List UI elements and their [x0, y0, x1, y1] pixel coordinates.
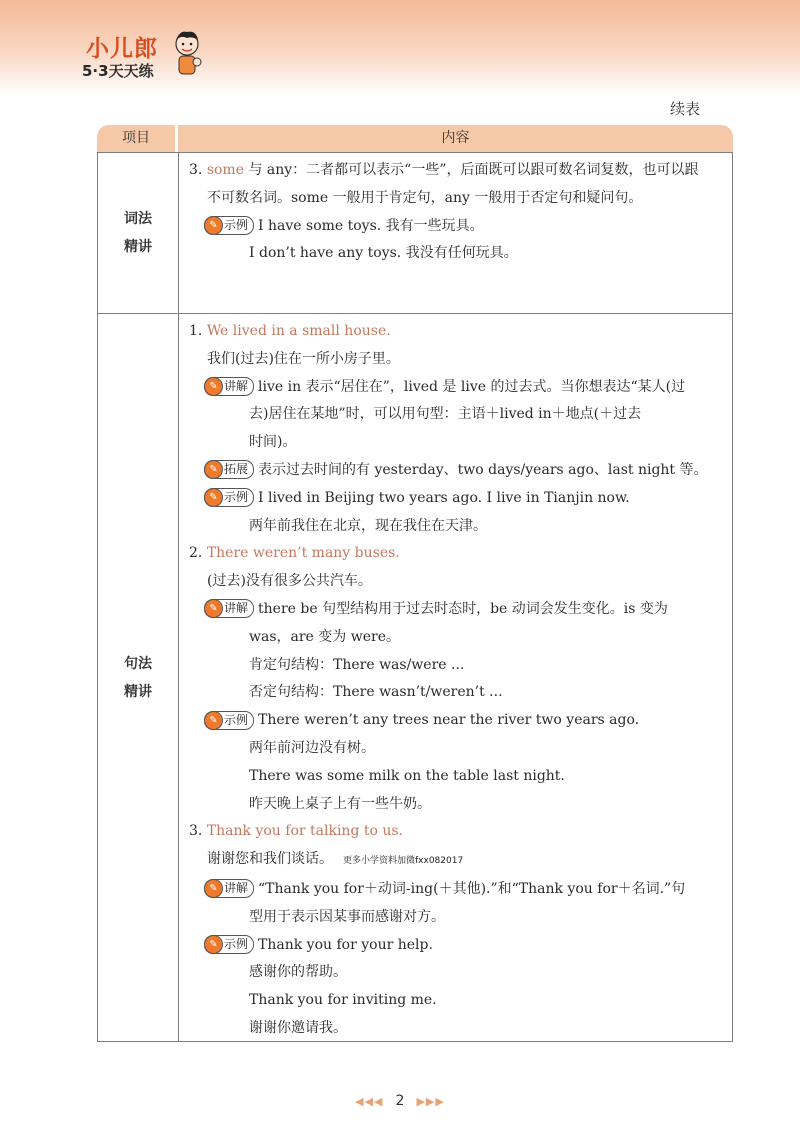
content-line — [189, 457, 724, 485]
content-line — [189, 818, 724, 846]
pencil-icon: ✎ — [204, 935, 223, 954]
header-item: 项目 — [97, 125, 175, 152]
content-line — [189, 513, 724, 541]
line-text: 型用于表示因某事而感谢对方。 — [249, 908, 445, 925]
content-line — [189, 987, 724, 1015]
line-text: I lived in Beijing two years ago. I live in Tianjin now. — [258, 489, 630, 506]
content-line — [189, 735, 724, 763]
line-text: was，are 变为 were。 — [249, 628, 400, 645]
side-note: 更多小学资料加微fxx082017 — [343, 856, 464, 867]
pencil-icon: ✎ — [204, 377, 223, 396]
tag-label: 示例 — [224, 937, 249, 952]
mascot-icon — [170, 30, 204, 80]
content-line — [189, 652, 724, 680]
tag-label: 拓展 — [224, 462, 249, 477]
line-text: 时间)。 — [249, 434, 297, 451]
label-line-1: 词法 — [124, 211, 152, 227]
content-line — [189, 401, 724, 429]
line-text: “Thank you for＋动词-ing(＋其他).”和“Thank you for＋名词.”句 — [258, 880, 686, 897]
content-line — [189, 596, 724, 624]
tag-badge — [204, 488, 254, 507]
line-text: live in 表示“居住在”，lived 是 live 的过去式。当你想表达“某人(过 — [258, 378, 686, 395]
tag-label: 示例 — [224, 218, 249, 233]
content-line — [189, 624, 724, 652]
page-number: 2 — [395, 1093, 405, 1109]
brand-series: 5·3天天练 — [82, 62, 154, 80]
tag-badge — [204, 460, 254, 479]
pencil-icon: ✎ — [204, 711, 223, 730]
pencil-icon: ✎ — [204, 879, 223, 898]
line-text: I don’t have any toys. 我没有任何玩具。 — [249, 245, 518, 262]
line-text: Thank you for inviting me. — [249, 992, 437, 1009]
tag-badge — [204, 935, 254, 954]
content-line — [189, 1015, 724, 1043]
tag-badge — [204, 711, 254, 730]
label-line-1: 句法 — [124, 655, 152, 672]
tag-label: 示例 — [224, 712, 249, 727]
line-text: there be 句型结构用于过去时态时，be 动词会发生变化。is 变为 — [258, 600, 668, 617]
content-line — [189, 959, 724, 987]
tag-badge — [204, 879, 254, 898]
content-line — [189, 374, 724, 402]
brand-logo — [82, 30, 207, 92]
content-line — [189, 932, 724, 960]
section-content — [179, 153, 732, 313]
content-line — [189, 846, 724, 876]
line-text: Thank you for your help. — [258, 936, 433, 953]
line-text: (过去)没有很多公共汽车。 — [207, 573, 372, 590]
line-text: 感谢你的帮助。 — [249, 964, 347, 981]
content-line — [189, 904, 724, 932]
tag-label: 示例 — [224, 490, 249, 505]
label-line-2: 精讲 — [124, 683, 152, 700]
line-text: 与 any：二者都可以表示“一些”，后面既可以跟可数名词复数，也可以跟 — [244, 162, 699, 178]
line-text: 昨天晚上桌子上有一些牛奶。 — [249, 795, 431, 812]
section-lexical — [97, 152, 733, 314]
highlight-text: There weren’t many buses. — [206, 545, 400, 562]
line-text: I have some toys. 我有一些玩具。 — [258, 217, 484, 234]
line-text: 两年前河边没有树。 — [249, 739, 375, 756]
highlight-text: Thank you for talking to us. — [206, 823, 404, 840]
line-text: 否定句结构：There wasn’t/weren’t ... — [249, 684, 503, 701]
next-arrows-icon: ▶▶▶ — [416, 1095, 445, 1108]
page-footer — [0, 1093, 800, 1109]
content-line — [189, 791, 724, 819]
line-text: 肯定句结构：There was/were ... — [249, 656, 465, 673]
content-line — [189, 540, 724, 568]
content-line — [189, 429, 724, 457]
content-line — [189, 707, 724, 735]
line-text: 谢谢你邀请我。 — [249, 1019, 347, 1036]
continued-label: 续表 — [669, 100, 700, 118]
pencil-icon: ✎ — [204, 216, 223, 235]
tag-label: 讲解 — [224, 881, 249, 896]
header-content: 内容 — [178, 125, 733, 152]
tag-label: 讲解 — [224, 601, 249, 616]
content-line — [189, 876, 724, 904]
tag-badge — [204, 216, 254, 235]
brand-name: 小儿郎 — [86, 36, 158, 62]
line-text: There weren’t any trees near the river two years ago. — [258, 712, 640, 729]
tag-badge — [204, 599, 254, 618]
content-line — [189, 185, 724, 213]
highlight-text: some — [206, 162, 244, 178]
content-line — [189, 679, 724, 707]
section-label — [98, 314, 179, 1041]
content-table — [97, 125, 733, 1042]
prev-arrows-icon: ◀◀◀ — [355, 1095, 384, 1108]
pencil-icon: ✎ — [204, 599, 223, 618]
label-line-2: 精讲 — [124, 239, 152, 255]
content-line — [189, 240, 724, 268]
line-text: 不可数名词。some 一般用于肯定句，any 一般用于否定句和疑问句。 — [207, 189, 643, 206]
tag-badge — [204, 377, 254, 396]
line-text: 去)居住在某地”时，可以用句型：主语＋lived in＋地点(＋过去 — [249, 406, 642, 423]
pencil-icon: ✎ — [204, 460, 223, 479]
pencil-icon: ✎ — [204, 488, 223, 507]
line-text: 表示过去时间的有 yesterday、two days/years ago、last night 等。 — [258, 461, 708, 478]
section-content — [179, 314, 732, 1041]
item-number: 3. — [189, 162, 203, 178]
item-number: 3. — [189, 823, 203, 840]
highlight-text: We lived in a small house. — [206, 323, 391, 339]
content-line — [189, 485, 724, 513]
content-line — [189, 318, 724, 346]
content-line — [189, 157, 724, 185]
content-line — [189, 346, 724, 374]
line-text: 两年前我住在北京，现在我住在天津。 — [249, 517, 487, 534]
line-text: 我们(过去)住在一所小房子里。 — [207, 350, 400, 367]
line-text: There was some milk on the table last night. — [249, 767, 565, 784]
section-label — [98, 153, 179, 313]
content-line — [189, 568, 724, 596]
table-header — [97, 125, 733, 152]
tag-label: 讲解 — [224, 379, 249, 394]
item-number: 1. — [189, 323, 203, 339]
item-number: 2. — [189, 545, 203, 562]
section-syntax — [97, 314, 733, 1042]
content-line — [189, 213, 724, 241]
line-text: 谢谢您和我们谈话。 — [207, 851, 333, 868]
content-line — [189, 763, 724, 791]
